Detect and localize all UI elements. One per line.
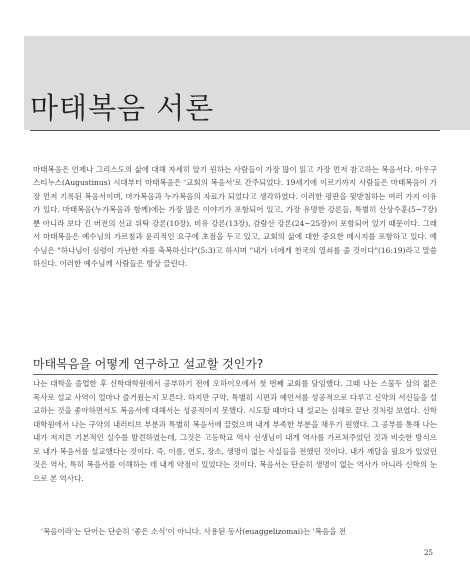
section-heading-rule: [33, 374, 438, 375]
page-number: 25: [424, 549, 433, 557]
chapter-title: 마태복음 서론: [30, 91, 215, 125]
section-heading: 마태복음을 어떻게 연구하고 설교할 것인가?: [33, 357, 264, 371]
section-paragraph-2: '복음이라'는 단어는 단순히 '좋은 소식'이 아니다. 사용된 동사(euaggelizomai)는 '복음을 전: [41, 527, 347, 536]
chapter-title-rule: [30, 130, 440, 131]
intro-paragraph: 마태복음은 언제나 그리스도의 삶에 대해 자세히 알기 원하는 사람들이 가장 많이 읽고 가장 먼저 참고하는 복음서다. 아우구스티누스(Augustinus) 시대부터 마태복음은 '교회의 복음서'로 간주되었다. 19세기에 이르기까지 사람들은 마태복음이 가장 먼저 기록된 복음서이며, 마가복음과 누가복음의 자료가 되었다고 생각하였다. 이러한 평판을 뒷받침하는 여러 가지 이유가 있다. 마태복음(누가복음과 함께)에는 가장 많은 이야기가 포함되어 있고, 가장 유명한 강론들, 특별히 산상수훈(5~7장)뿐 아니라 보다 긴 버전의 선교 위탁 강론(10장), 비유 강론(13장), 감람산 강론(24~25장)이 포함되어 있기 때문이다. 그래서 마태복음은 예수님의 가르침과 윤리적인 요구에 초점을 두고 있고, 교회의 삶에 대한 중요한 메시지를 포함하고 있다. 예수님은 "하나님이 심령이 가난한 자를 축복하신다"(5:3)고 하시며 "내가 너에게 천국의 열쇠를 줄 것이다"(16:19)라고 말씀하신다. 이러한 예수님께 사람들은 항상 끌린다.: [33, 165, 437, 269]
section-paragraph-1: 나는 대학을 졸업한 후 신학대학원에서 공부하기 전에 오하이오에서 첫 번째 교회를 담임했다. 그때 나는 스물두 살의 젊은 목사로 설교 사역이 얼마나 즐거웠는지 모른다. 하지만 구약, 특별히 시편과 예언서를 성공적으로 다루고 신약의 서신들을 설교하는 것을 좋아하면서도 복음서에 대해서는 성공적이지 못했다. 시도할 때마다 내 설교는 심해로 끝난 것처럼 보였다. 신학대학원에서 나는 구약의 내러티브 부분과 특별히 복음서에 끌렸으며 내게 부족한 부분을 채우기 원했다. 그 공부를 통해 나는 내가 저지른 기본적인 실수를 발견하였는데, 그것은 고등학교 역사 선생님이 내게 역사를 가르쳐주었던 것과 비슷한 방식으로 내가 복음서를 설교했다는 것이다. 즉, 이름, 연도, 장소, 생명이 없는 사실들을 전했던 것이다. 내가 깨달을 필요가 있었던 것은 역사, 특히 복음서를 이해하는 데 내게 약점이 있었다는 것이다. 복음서는 단순히 생명이 없는 역사가 아니라 신학의 눈으로 본 역사다.: [33, 379, 437, 483]
